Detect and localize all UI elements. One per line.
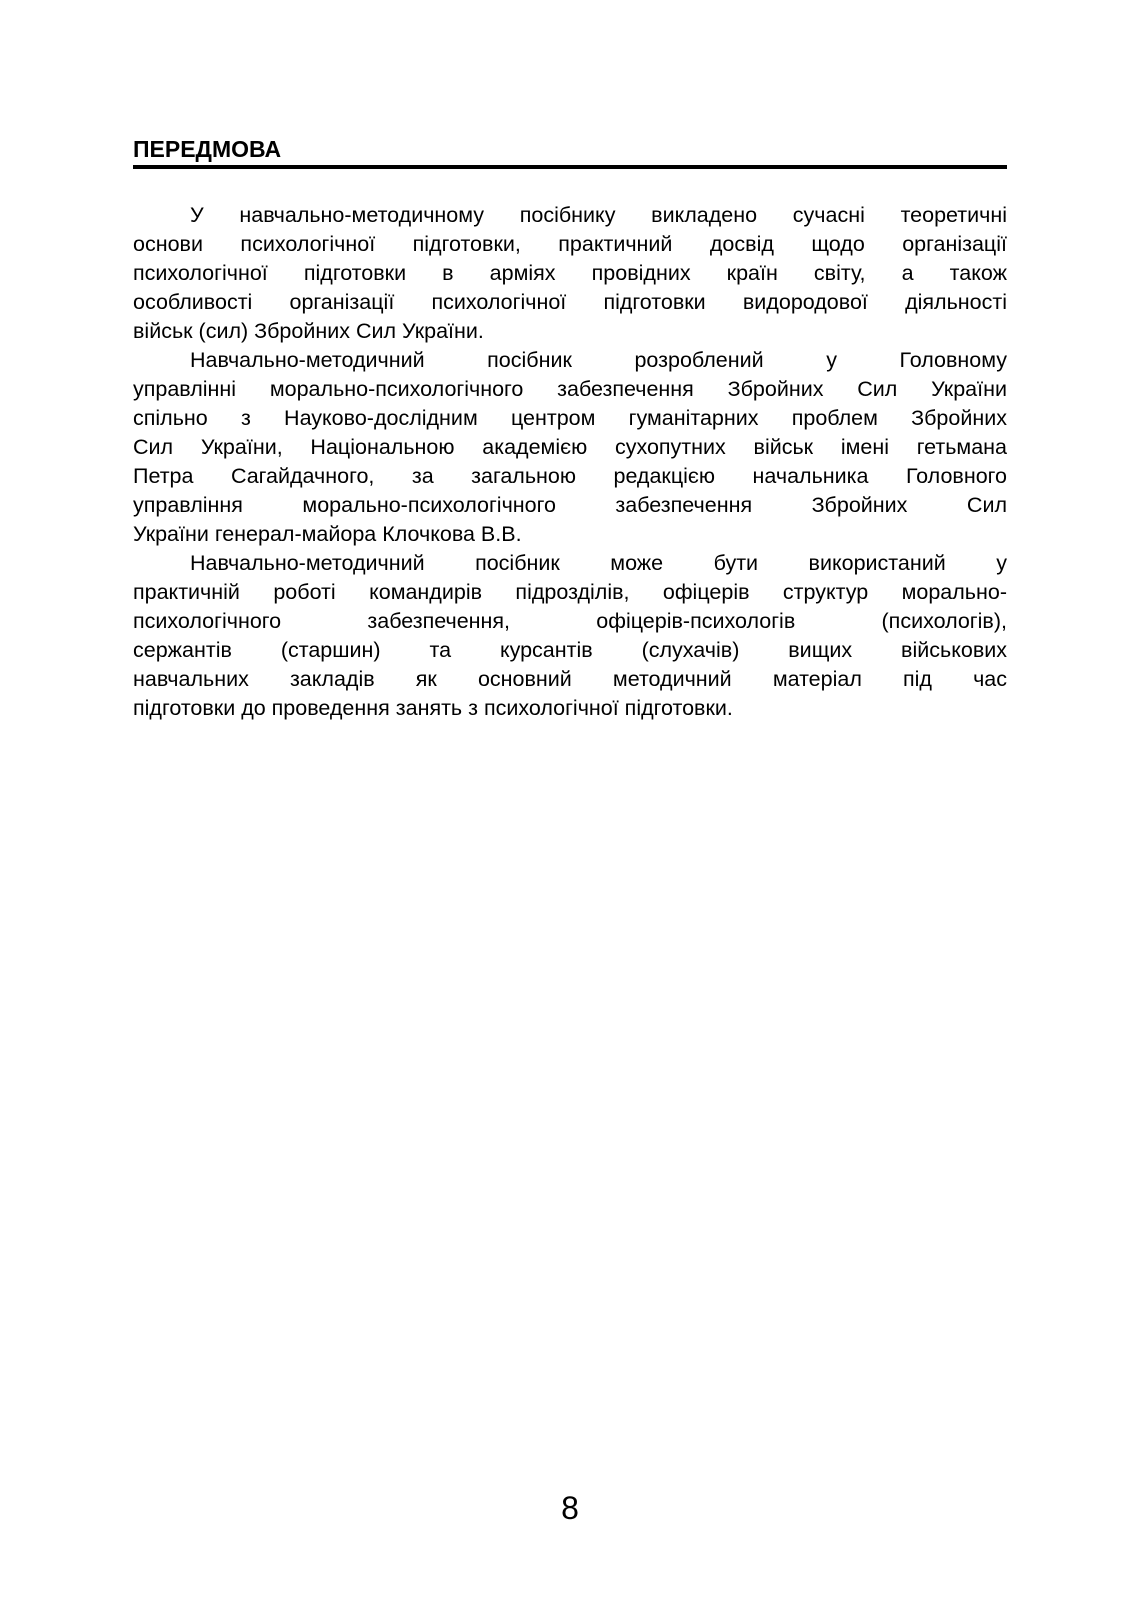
- text-line: Сил України, Національною академією сухопутних військ імені гетьмана: [133, 435, 1007, 459]
- text-line: Навчально-методичний посібник може бути використаний у: [190, 551, 1007, 575]
- text-line: Петра Сагайдачного, за загальною редакцією начальника Головного: [133, 464, 1007, 488]
- text-line: управлінні морально-психологічного забезпечення Збройних Сил України: [133, 377, 1007, 401]
- text-line: сержантів (старшин) та курсантів (слухачів) вищих військових: [133, 638, 1007, 662]
- text-line: Навчально-методичний посібник розроблений у Головному: [190, 348, 1007, 372]
- content-area: [133, 134, 1007, 723]
- text-line: практичній роботі командирів підрозділів, офіцерів структур морально-: [133, 580, 1007, 604]
- text-line: психологічного забезпечення, офіцерів-психологів (психологів),: [133, 609, 1007, 633]
- page-title: ПЕРЕДМОВА: [133, 134, 1007, 169]
- paragraph-1: [133, 201, 1007, 346]
- text-line: психологічної підготовки в арміях провідних країн світу, а також: [133, 261, 1007, 285]
- text-line: військ (сил) Збройних Сил України.: [133, 319, 484, 343]
- text-line: України генерал-майора Клочкова В.В.: [133, 522, 522, 546]
- paragraph-2: [133, 346, 1007, 549]
- paragraph-3: [133, 549, 1007, 723]
- text-line: спільно з Науково-дослідним центром гуманітарних проблем Збройних: [133, 406, 1007, 430]
- text-line: підготовки до проведення занять з психологічної підготовки.: [133, 696, 733, 720]
- text-line: управління морально-психологічного забезпечення Збройних Сил: [133, 493, 1007, 517]
- text-line: навчальних закладів як основний методичний матеріал під час: [133, 667, 1007, 691]
- text-line: У навчально-методичному посібнику викладено сучасні теоретичні: [190, 203, 1007, 227]
- text-line: основи психологічної підготовки, практичний досвід щодо організації: [133, 232, 1007, 256]
- body-text: [133, 201, 1007, 723]
- page-number: 8: [561, 1490, 579, 1526]
- text-line: особливості організації психологічної підготовки видородової діяльності: [133, 290, 1007, 314]
